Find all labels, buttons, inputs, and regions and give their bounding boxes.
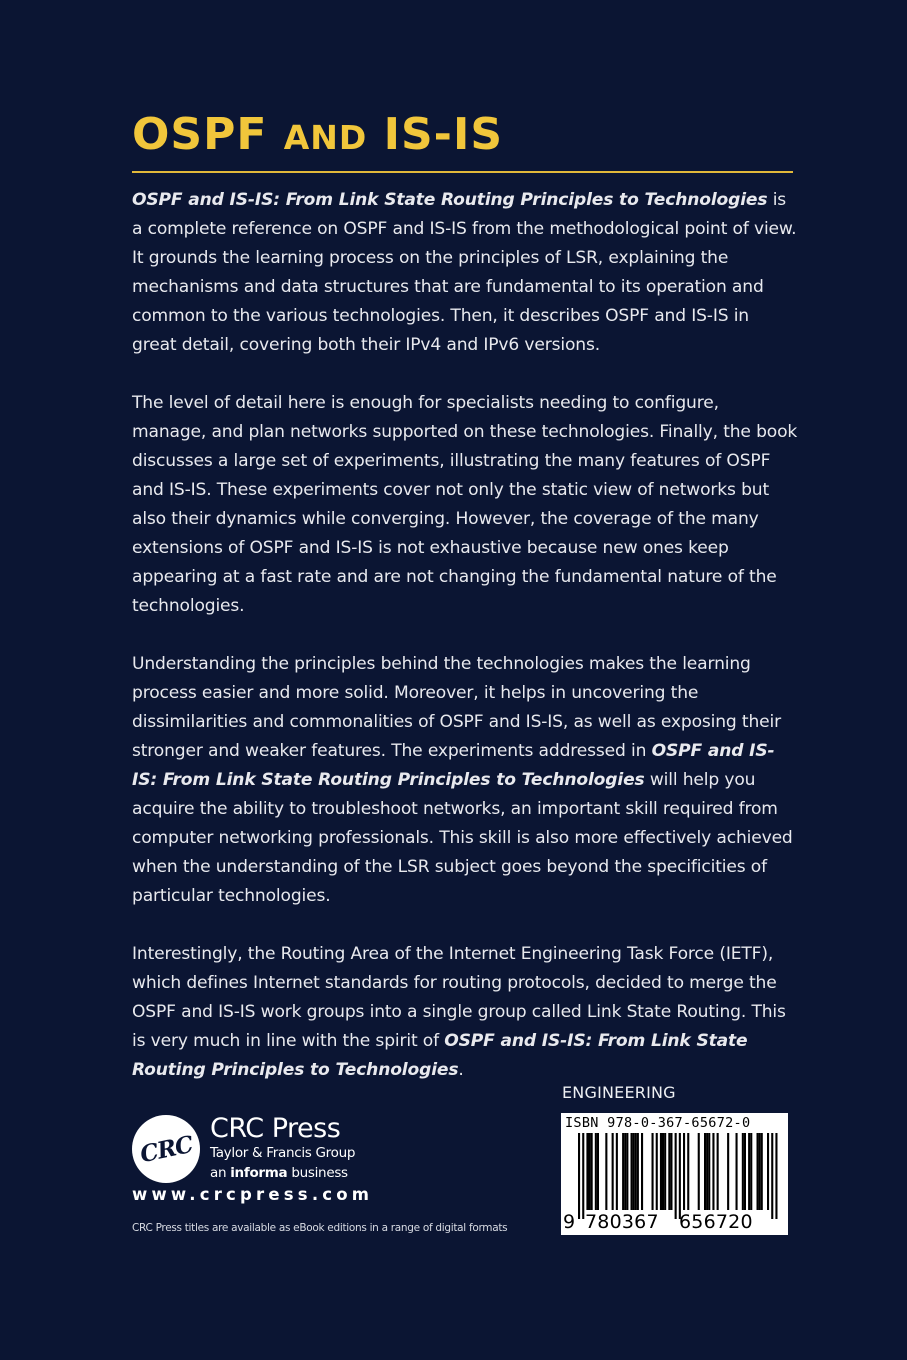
barcode-bar (683, 1133, 685, 1210)
title-and: AND (283, 118, 368, 157)
barcode-digits (563, 1211, 753, 1233)
barcode-bar (635, 1133, 637, 1210)
barcode-bar (637, 1133, 639, 1210)
paragraph-4 (132, 940, 798, 1085)
isbn-barcode (561, 1113, 788, 1235)
barcode-bar (612, 1133, 614, 1210)
barcode-bar (698, 1133, 700, 1210)
title-isis: IS-IS (383, 109, 504, 160)
barcode-bar (578, 1133, 580, 1219)
barcode-bar (622, 1133, 624, 1210)
barcode-bar (679, 1133, 681, 1219)
barcode-digits-right: 656720 (679, 1211, 753, 1233)
category-label: ENGINEERING (562, 1083, 676, 1102)
informa-bold: informa (230, 1165, 288, 1181)
crc-logo-text: CRC (137, 1130, 195, 1168)
barcode-bar (712, 1133, 714, 1210)
barcode-bar (626, 1133, 628, 1210)
barcode-bar (775, 1133, 777, 1219)
barcode-bar (589, 1133, 591, 1210)
barcode-bar (717, 1133, 719, 1210)
barcode-bar (591, 1133, 593, 1210)
barcode-bar (687, 1133, 689, 1210)
title-ospf: OSPF (132, 109, 268, 160)
barcode-bar (757, 1133, 759, 1210)
barcode-bar (586, 1133, 588, 1210)
barcode-bar (624, 1133, 626, 1210)
paragraph-3 (132, 650, 798, 911)
barcode-bar (662, 1133, 664, 1210)
barcode-bar (664, 1133, 666, 1210)
cover-title (132, 110, 503, 163)
barcode-bar (605, 1133, 607, 1210)
ebook-note: CRC Press titles are available as eBook editions in a range of digital formats (132, 1222, 508, 1234)
barcode-bar (597, 1133, 599, 1210)
barcode-digits-left: 780367 (585, 1211, 659, 1233)
barcode-bar (761, 1133, 763, 1210)
publisher-informa (210, 1165, 348, 1181)
barcode-bar (736, 1133, 738, 1210)
book-title-ref: OSPF and IS-IS: From Link State Routing Principles to Technologies (132, 741, 775, 790)
informa-suffix: business (287, 1165, 348, 1181)
barcode-bar (656, 1133, 658, 1210)
publisher-group: Taylor & Francis Group (210, 1145, 356, 1161)
barcode-bar (744, 1133, 746, 1210)
paragraph-4-end: . (458, 1060, 464, 1080)
barcode-bar (582, 1133, 584, 1219)
barcode-bar (771, 1133, 773, 1219)
paragraph-2: The level of detail here is enough for specialists needing to configure, manage, and plan networks supported on these technologies. Finally, the book discusses a large set of experiments, illustrating the many features of OSPF and IS-IS. These experiments cover not only the static view of networks but also their dynamics while converging. However, the coverage of the many extensions of OSPF and IS-IS is not exhaustive because new ones keep appearing at a fast rate and are not changing the fundamental nature of the technologies. (132, 393, 798, 616)
paragraph-1-text: is a complete reference on OSPF and IS-IS from the methodological point of view. It grounds the learning process on the principles of LSR, explaining the mechanisms and data structures that are fundamental to its operation and common to the various technologies. Then, it describes OSPF and IS-IS in great detail, covering both their IPv4 and IPv6 versions. (132, 190, 797, 355)
barcode-bar (652, 1133, 654, 1210)
publisher-name: CRC Press (210, 1113, 341, 1144)
book-title-ref: OSPF and IS-IS: From Link State Routing Principles to Technologies (132, 190, 768, 210)
barcode-bar (641, 1133, 643, 1210)
informa-prefix: an (210, 1165, 231, 1181)
barcode-bar (631, 1133, 633, 1210)
barcode-bar (706, 1133, 708, 1210)
description (132, 186, 798, 1085)
barcode-bar (616, 1133, 618, 1210)
barcode-bar (727, 1133, 729, 1210)
barcode-bar (704, 1133, 706, 1210)
barcode-bar (595, 1133, 597, 1210)
barcode-bar (750, 1133, 752, 1210)
barcode-bar (742, 1133, 744, 1210)
barcode-bar (767, 1133, 769, 1210)
barcode-bar (708, 1133, 710, 1210)
barcode-bar (675, 1133, 677, 1219)
barcode-digit-first: 9 (563, 1211, 576, 1233)
crc-logo (132, 1115, 200, 1183)
paragraph-3-end: will help you acquire the ability to troubleshoot networks, an important skill required from computer networking professionals. This skill is also more effectively achieved when the understanding of the LSR subject goes beyond the specificities of particular technologies. (132, 770, 793, 906)
barcode-bar (748, 1133, 750, 1210)
paragraph-4-start: Interestingly, the Routing Area of the Internet Engineering Task Force (IETF), which defines Internet standards for routing protocols, decided to merge the OSPF and IS-IS work groups into a single group called Link State Routing. This is very much in line with the spirit of (132, 944, 786, 1051)
book-title-ref: OSPF and IS-IS: From Link State Routing Principles to Technologies (132, 1031, 748, 1080)
barcode-bar (633, 1133, 635, 1210)
barcode-bar (670, 1133, 672, 1210)
paragraph-3-start: Understanding the principles behind the technologies makes the learning process easier and more solid. Moreover, it helps in uncovering the dissimilarities and commonalities of OSPF and IS-IS, as well as exposing their stronger and weaker features. The experiments addressed in (132, 654, 781, 761)
barcode-bar (759, 1133, 761, 1210)
title-rule (132, 171, 793, 173)
isbn-label: ISBN 978-0-367-65672-0 (565, 1115, 751, 1131)
barcode-bar (660, 1133, 662, 1210)
barcode-bar (668, 1133, 670, 1210)
paragraph-1 (132, 186, 798, 360)
publisher-website[interactable]: www.crcpress.com (132, 1185, 374, 1204)
